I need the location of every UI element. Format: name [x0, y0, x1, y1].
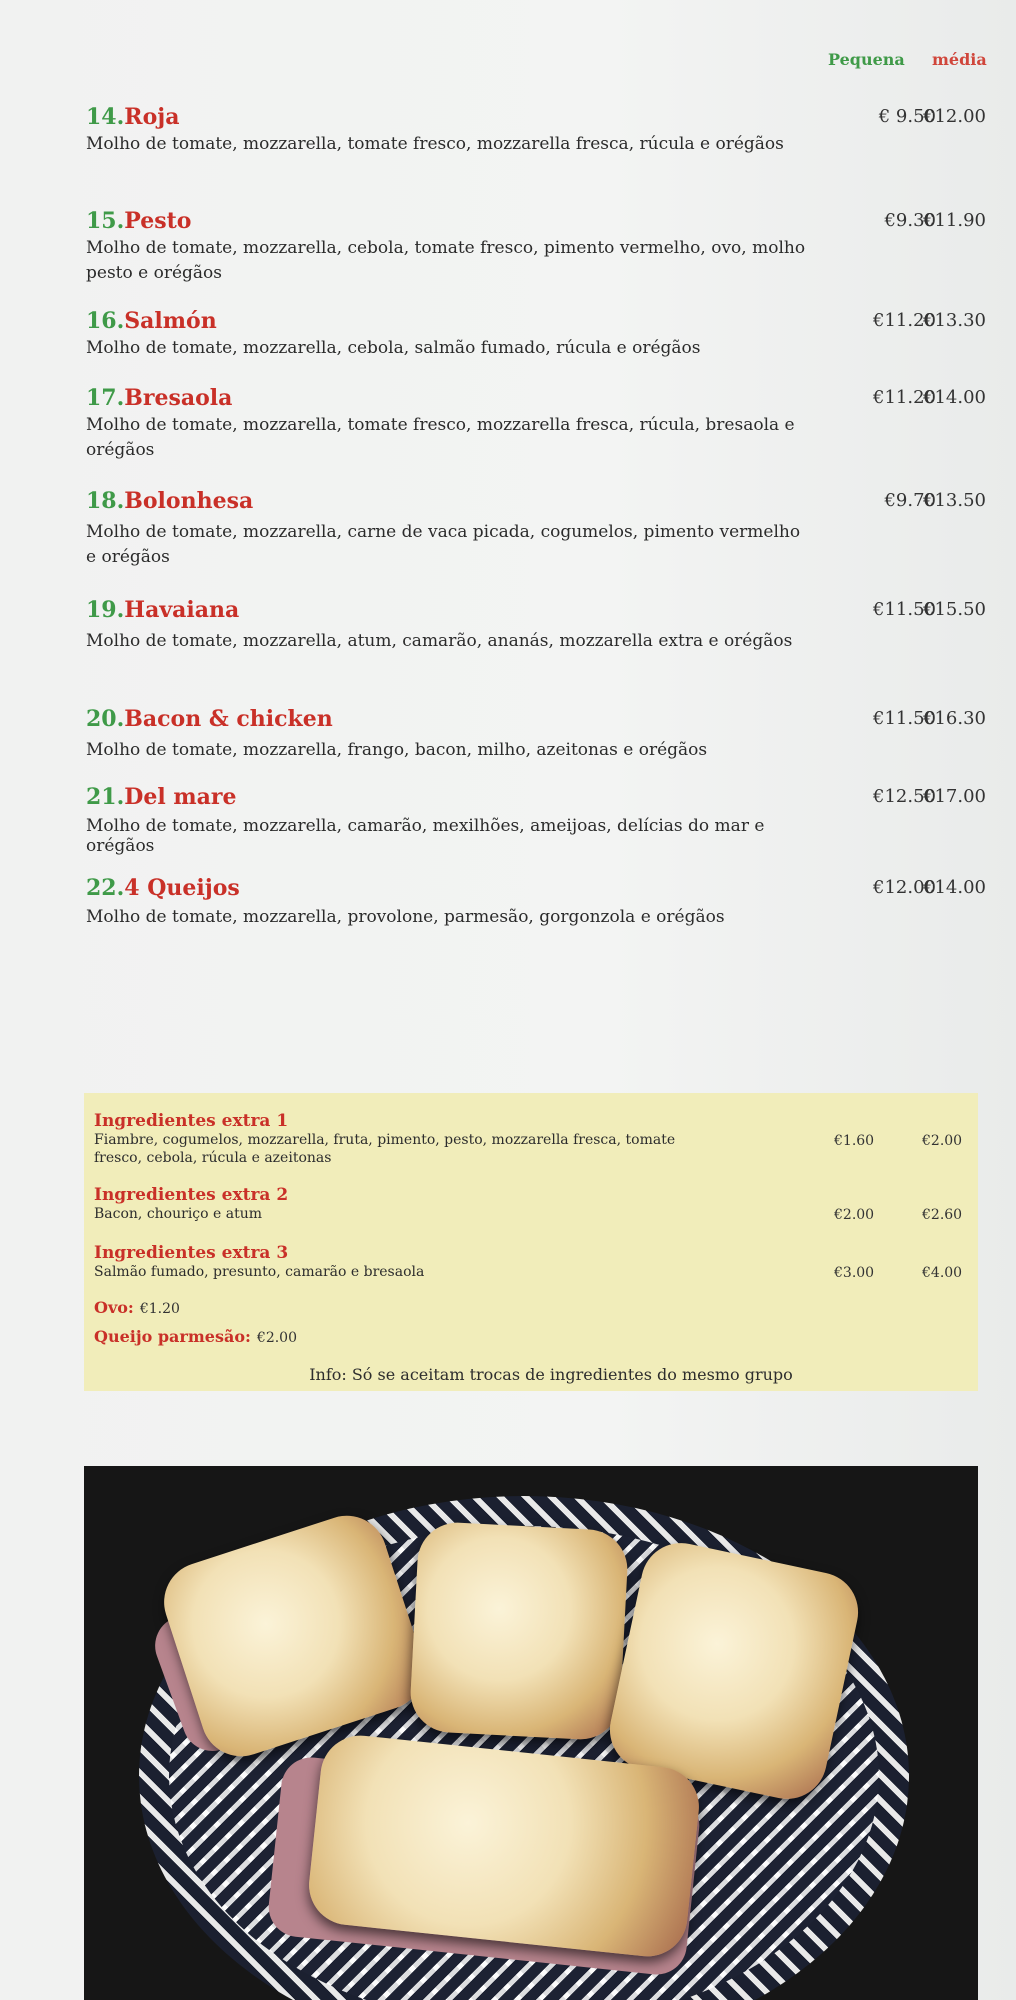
menu-item: [86, 784, 986, 856]
item-description: Molho de tomate, mozzarella, frango, bacon, milho, azeitonas e orégãos: [86, 740, 708, 760]
price-small: €11.50: [873, 599, 936, 620]
price-medium: €13.50: [923, 490, 986, 511]
bruschetta-2: [409, 1521, 630, 1742]
item-name: Roja: [124, 104, 180, 130]
item-description: Molho de tomate, mozzarella, tomate fresco, mozzarella fresca, rúcula, bresaola e orégãos: [86, 415, 795, 460]
price-medium: €11.90: [923, 210, 986, 231]
menu-item: [86, 706, 986, 763]
item-number: 17.: [86, 385, 125, 411]
price-small: €9.70: [884, 490, 936, 511]
price-medium: €13.30: [923, 310, 986, 331]
extra-price-medium: €2.60: [922, 1207, 963, 1223]
item-number: 16.: [86, 308, 125, 334]
item-number: 22.: [86, 875, 125, 901]
parmesao-label: Queijo parmesão:: [94, 1327, 251, 1346]
item-name: Salmón: [124, 308, 217, 334]
price-small: €12.50: [873, 786, 936, 807]
price-medium: €12.00: [923, 106, 986, 127]
extra-group: [94, 1111, 963, 1167]
extra-group-description: Salmão fumado, presunto, camarão e bresaola: [94, 1264, 425, 1280]
item-name: Bresaola: [124, 385, 233, 411]
item-description: Molho de tomate, mozzarella, tomate fresco, mozzarella fresca, rúcula e orégãos: [86, 134, 784, 154]
price-small: € 9.50: [878, 106, 936, 127]
menu-item: [86, 385, 986, 463]
item-description: Molho de tomate, mozzarella, camarão, mexilhões, ameijoas, delícias do mar e orégãos: [86, 816, 765, 856]
extras-panel: [84, 1093, 978, 1391]
item-description: Molho de tomate, mozzarella, provolone, parmesão, gorgonzola e orégãos: [86, 907, 725, 927]
ovo-line: [94, 1298, 180, 1317]
item-number: 14.: [86, 104, 125, 130]
item-description: Molho de tomate, mozzarella, carne de vaca picada, cogumelos, pimento vermelho e orégãos: [86, 522, 801, 567]
item-number: 18.: [86, 488, 125, 514]
bruschetta-4: [305, 1732, 703, 1961]
parmesao-price: €2.00: [256, 1330, 297, 1346]
extra-group-description: Bacon, chouriço e atum: [94, 1206, 263, 1222]
item-name: Pesto: [124, 208, 192, 234]
info-note: Info: Só se aceitam trocas de ingredientes do mesmo grupo: [309, 1365, 793, 1384]
price-small: €12.00: [873, 877, 936, 898]
extra-price-medium: €2.00: [922, 1133, 963, 1149]
header-small: Pequena: [828, 50, 905, 69]
item-name: Bacon & chicken: [124, 706, 333, 732]
item-name: 4 Queijos: [124, 875, 240, 901]
extra-group-title: Ingredientes extra 1: [94, 1111, 289, 1131]
extra-group: [94, 1185, 963, 1223]
price-medium: €17.00: [923, 786, 986, 807]
extra-price-small: €3.00: [834, 1265, 875, 1281]
price-small: €11.20: [873, 310, 936, 331]
item-number: 21.: [86, 784, 125, 810]
menu-item: [86, 104, 986, 157]
price-medium: €15.50: [923, 599, 986, 620]
item-description: Molho de tomate, mozzarella, cebola, tomate fresco, pimento vermelho, ovo, molho pesto e orégãos: [86, 238, 806, 283]
extra-group-title: Ingredientes extra 3: [94, 1243, 289, 1263]
menu-item: [86, 308, 986, 361]
parmesao-line: [94, 1327, 297, 1346]
price-medium: €14.00: [923, 387, 986, 408]
price-medium: €14.00: [923, 877, 986, 898]
price-small: €11.20: [873, 387, 936, 408]
item-name: Bolonhesa: [124, 488, 254, 514]
menu-item: [86, 597, 986, 654]
price-medium: €16.30: [923, 708, 986, 729]
extra-group-title: Ingredientes extra 2: [94, 1185, 289, 1205]
item-description: Molho de tomate, mozzarella, cebola, salmão fumado, rúcula e orégãos: [86, 338, 701, 358]
ovo-label: Ovo:: [94, 1298, 134, 1317]
header-medium: média: [932, 50, 987, 69]
ovo-price: €1.20: [139, 1301, 180, 1317]
pizza-photo: [84, 1466, 978, 2000]
item-number: 19.: [86, 597, 125, 623]
item-name: Del mare: [124, 784, 237, 810]
menu-item: [86, 875, 986, 930]
extra-group-description: Fiambre, cogumelos, mozzarella, fruta, pimento, pesto, mozzarella fresca, tomate fresco, cebola, rúcula e azeitonas: [94, 1132, 676, 1166]
item-description: Molho de tomate, mozzarella, atum, camarão, ananás, mozzarella extra e orégãos: [86, 631, 793, 651]
item-number: 15.: [86, 208, 125, 234]
extra-group: [94, 1243, 963, 1281]
menu-item: [86, 208, 986, 286]
extra-price-medium: €4.00: [922, 1265, 963, 1281]
price-small: €11.50: [873, 708, 936, 729]
menu-item: [86, 488, 986, 570]
price-small: €9.30: [884, 210, 936, 231]
extra-price-small: €1.60: [834, 1133, 875, 1149]
item-number: 20.: [86, 706, 125, 732]
extra-price-small: €2.00: [834, 1207, 875, 1223]
item-name: Havaiana: [124, 597, 240, 623]
